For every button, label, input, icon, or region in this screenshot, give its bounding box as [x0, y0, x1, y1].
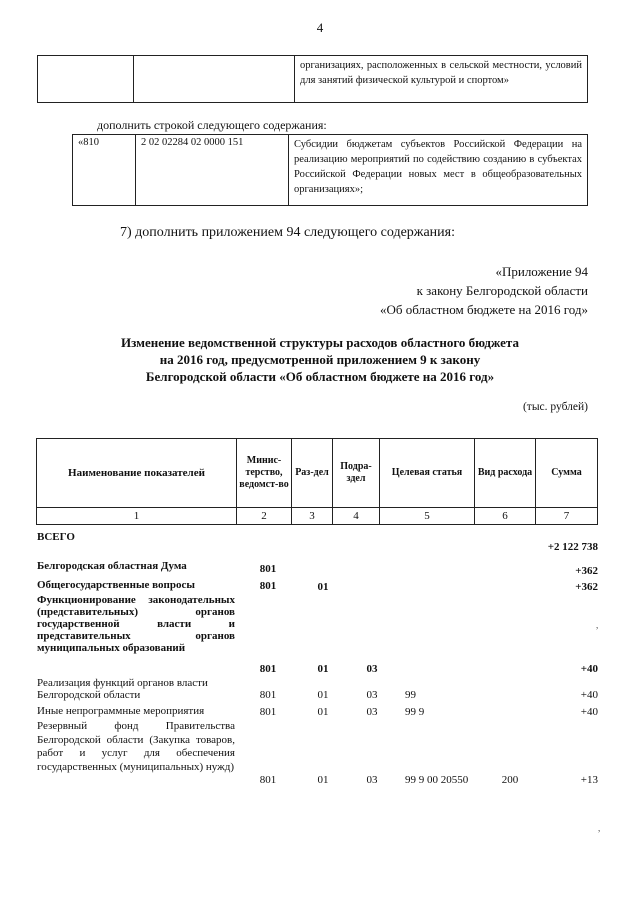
- header-num-4: 4: [333, 508, 380, 525]
- continued-table: [37, 55, 588, 103]
- t1-cell-empty-1: [38, 56, 134, 103]
- row-name: Иные непрограммные мероприятия: [37, 705, 205, 717]
- row-subsection: 03: [366, 689, 378, 701]
- row-sum: +2 122 738: [547, 541, 598, 553]
- row-target-article: 99: [405, 689, 416, 701]
- title-line-2: на 2016 год, предусмотренной приложением 9 к закону: [159, 352, 481, 367]
- row-name: ВСЕГО: [37, 531, 75, 543]
- row-expense-type: 200: [501, 774, 519, 786]
- appendix-line-2: к закону Белгородской области: [416, 283, 588, 298]
- appendix-line-1: «Приложение 94: [495, 264, 588, 279]
- row-sum: +40: [580, 663, 598, 675]
- row-ministry: 801: [259, 563, 277, 575]
- row-name: Белгородская областная Дума: [37, 560, 187, 572]
- row-target-article: 99 9: [405, 706, 425, 718]
- row-section: 01: [317, 706, 329, 718]
- header-expense-type: Вид расхода: [475, 439, 536, 508]
- row-section: 01: [317, 689, 329, 701]
- header-num-5: 5: [380, 508, 475, 525]
- row-subsection: 03: [366, 706, 378, 718]
- row-section: 01: [317, 581, 329, 593]
- paragraph-7: [120, 225, 455, 241]
- scan-speck: ,: [598, 823, 601, 833]
- row-ministry: 801: [259, 663, 277, 675]
- header-num-6: 6: [475, 508, 536, 525]
- row-sum: +40: [580, 689, 598, 701]
- title-line-1: Изменение ведомственной структуры расходов областного бюджета: [121, 335, 519, 350]
- row-name: Резервный фонд Правительства Белгородской области (Закупка товаров, работ и услуг для обеспечения государственных (муниципальных) нужд): [37, 720, 235, 773]
- row-sum: +13: [580, 774, 598, 786]
- header-num-2: 2: [237, 508, 292, 525]
- t2-kbk-cell: 2 02 02284 02 0000 151: [136, 135, 289, 206]
- header-num-7: 7: [536, 508, 598, 525]
- row-name: Реализация функций органов власти Белгородской области: [37, 677, 208, 701]
- page-number: 4: [316, 20, 324, 35]
- row-subsection: 03: [366, 774, 378, 786]
- t1-cell-text: организациях, расположенных в сельской местности, условий для занятий физической культурой и спортом»: [295, 56, 588, 103]
- row-section: 01: [317, 774, 329, 786]
- row-target-article: 99 9 00 20550: [405, 774, 469, 786]
- header-ministry: Минис-терство, ведомст-во: [237, 439, 292, 508]
- header-name: Наименование показателей: [37, 439, 237, 508]
- title-line-3: Белгородской области «Об областном бюджете на 2016 год»: [145, 369, 495, 384]
- header-sum: Сумма: [536, 439, 598, 508]
- header-subsection: Подра-здел: [333, 439, 380, 508]
- row-name: Функционирование законодательных (представительных) органов государственной власти и представительных органов муниципальных образований: [37, 594, 235, 654]
- header-num-1: 1: [37, 508, 237, 525]
- row-ministry: 801: [259, 706, 277, 718]
- appendix-line-3: «Об областном бюджете на 2016 год»: [380, 302, 588, 317]
- row-ministry: 801: [259, 580, 277, 592]
- row-ministry: 801: [259, 689, 277, 701]
- row-sum: +40: [580, 706, 598, 718]
- row-sum: +362: [575, 581, 598, 593]
- header-section: Раз-дел: [292, 439, 333, 508]
- header-target-article: Целевая статья: [380, 439, 475, 508]
- add-line-text: дополнить строкой следующего содержания:: [97, 118, 327, 132]
- added-row-table: [72, 134, 588, 206]
- row-subsection: 03: [366, 663, 378, 675]
- structure-table-header: [36, 438, 598, 525]
- row-ministry: 801: [259, 774, 277, 786]
- units-label: (тыс. рублей): [522, 401, 588, 413]
- t2-code-cell: «810: [73, 135, 136, 206]
- scan-speck: ,: [596, 620, 599, 630]
- t2-desc-cell: Субсидии бюджетам субъектов Российской Федерации на реализацию мероприятий по содействию созданию в субъектах Российской Федерации новых мест в общеобразовательных организациях»;: [289, 135, 588, 206]
- para7-text: 7) дополнить приложением 94 следующего содержания:: [120, 225, 455, 240]
- header-num-3: 3: [292, 508, 333, 525]
- t1-cell-empty-2: [134, 56, 295, 103]
- row-name: Общегосударственные вопросы: [37, 579, 195, 591]
- row-section: 01: [317, 663, 329, 675]
- row-sum: +362: [575, 565, 598, 577]
- appendix-heading: [380, 262, 588, 319]
- document-title: [40, 334, 600, 385]
